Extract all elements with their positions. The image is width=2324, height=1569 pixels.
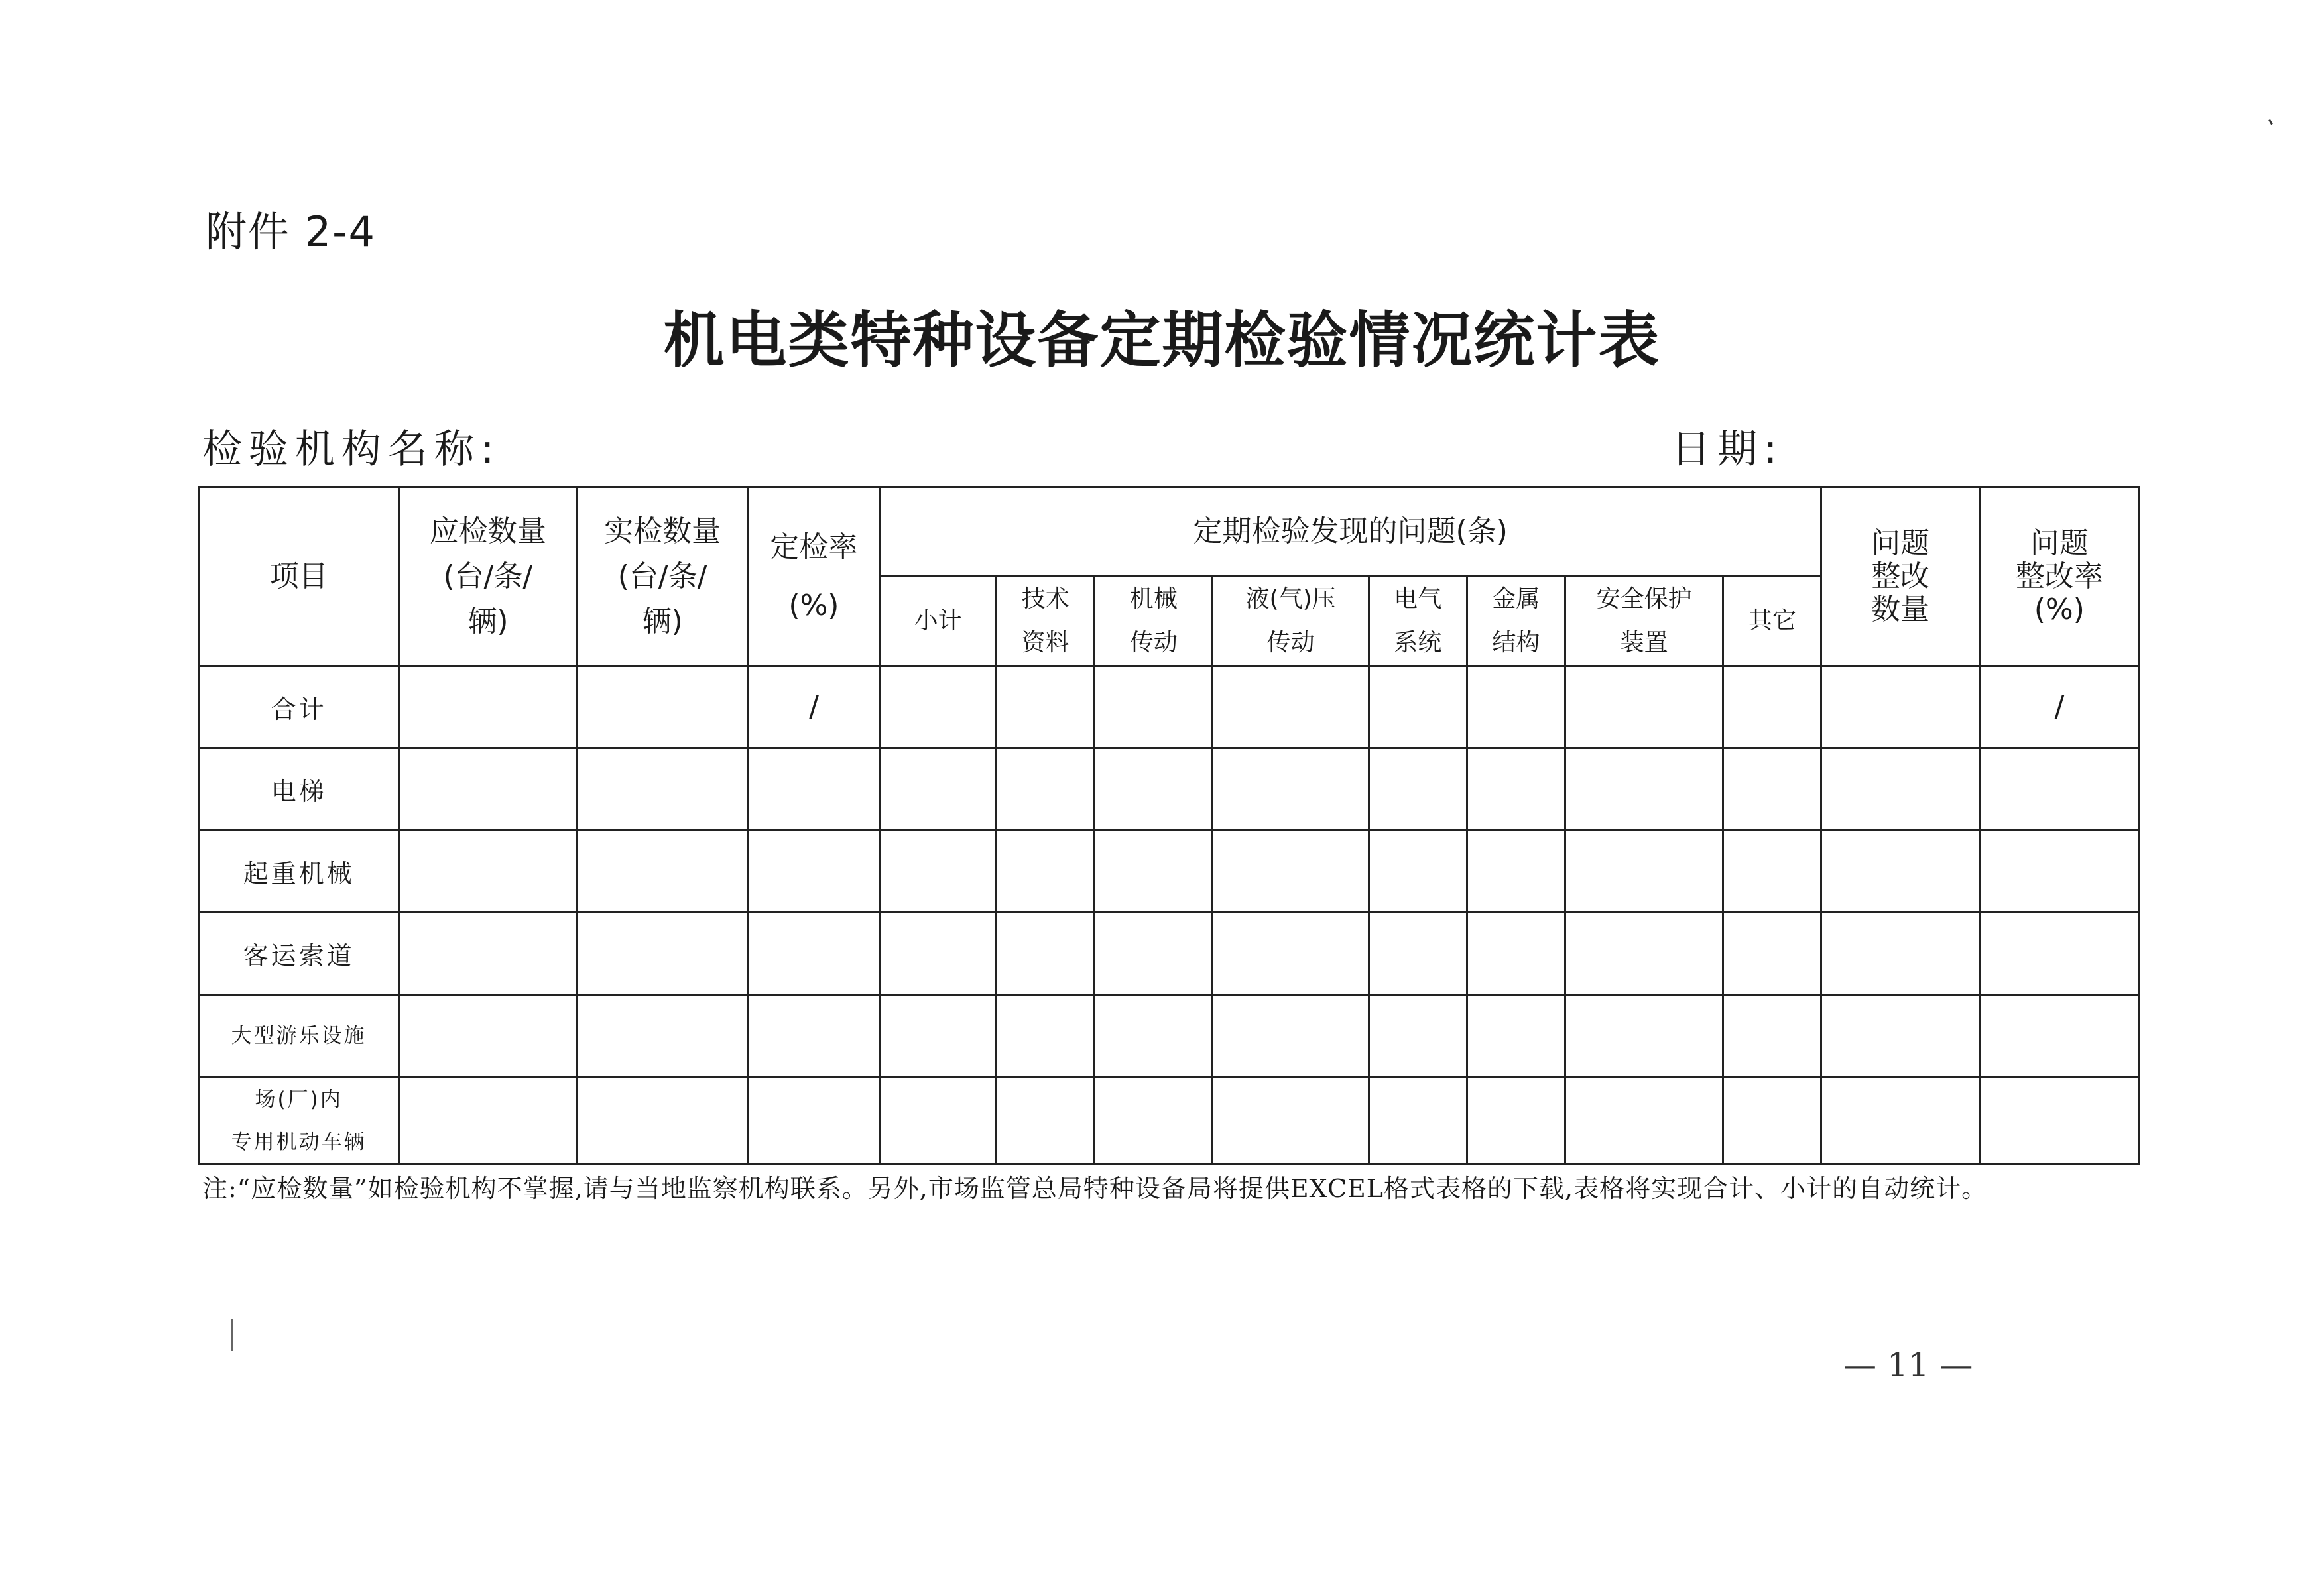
cell-due-count[interactable] <box>399 995 577 1077</box>
cell-rectified-rate[interactable] <box>1979 831 2139 913</box>
cell-problem-electrical[interactable] <box>1369 1077 1467 1165</box>
header-problem-tech-docs: 技术 资料 <box>997 577 1095 666</box>
cell-actual-count[interactable] <box>577 1077 748 1165</box>
cell-problem-tech-docs[interactable] <box>997 666 1095 748</box>
scan-margin-line <box>231 1319 233 1351</box>
cell-problem-mechanical[interactable] <box>1095 1077 1213 1165</box>
org-name-label: 检验机构名称: <box>202 426 501 473</box>
cell-rectified-rate[interactable] <box>1979 913 2139 995</box>
cell-problem-tech-docs[interactable] <box>997 748 1095 831</box>
table-row <box>199 666 2140 748</box>
cell-problem-hydraulic[interactable] <box>1213 666 1369 748</box>
header-problem-mechanical: 机械 传动 <box>1095 577 1213 666</box>
cell-problem-metal-structure[interactable] <box>1467 913 1565 995</box>
row-label: 起重机械 <box>199 831 399 913</box>
header-problem-subtotal: 小计 <box>880 577 997 666</box>
row-label: 大型游乐设施 <box>199 995 399 1077</box>
row-label: 客运索道 <box>199 913 399 995</box>
cell-problem-tech-docs[interactable] <box>997 995 1095 1077</box>
date-label: 日期: <box>1671 426 1784 473</box>
header-due-count: 应检数量 (台/条/ 辆) <box>399 487 577 666</box>
cell-problem-metal-structure[interactable] <box>1467 995 1565 1077</box>
cell-problem-hydraulic[interactable] <box>1213 1077 1369 1165</box>
cell-actual-count[interactable] <box>577 831 748 913</box>
cell-rate: / <box>748 666 879 748</box>
inspection-stats-table <box>198 486 2140 1165</box>
cell-problem-safety-device[interactable] <box>1565 748 1723 831</box>
table-row <box>199 913 2140 995</box>
cell-problem-safety-device[interactable] <box>1565 995 1723 1077</box>
cell-problem-hydraulic[interactable] <box>1213 913 1369 995</box>
cell-due-count[interactable] <box>399 666 577 748</box>
header-rectified-rate: 问题 整改率 (%) <box>1979 487 2139 666</box>
cell-due-count[interactable] <box>399 831 577 913</box>
cell-problem-mechanical[interactable] <box>1095 913 1213 995</box>
cell-problem-safety-device[interactable] <box>1565 666 1723 748</box>
row-label: 电梯 <box>199 748 399 831</box>
cell-rate[interactable] <box>748 995 879 1077</box>
cell-problem-electrical[interactable] <box>1369 913 1467 995</box>
row-label: 场(厂)内 专用机动车辆 <box>199 1077 399 1165</box>
cell-rectified-rate[interactable] <box>1979 1077 2139 1165</box>
cell-rectified-count[interactable] <box>1821 995 1979 1077</box>
footnote: 注:“应检数量”如检验机构不掌握,请与当地监察机构联系。另外,市场监管总局特种设备局将提供EXCEL格式表格的下载,表格将实现合计、小计的自动统计。 <box>202 1174 1988 1203</box>
cell-due-count[interactable] <box>399 748 577 831</box>
cell-rectified-rate: / <box>1979 666 2139 748</box>
table-row <box>199 831 2140 913</box>
cell-problem-safety-device[interactable] <box>1565 913 1723 995</box>
attachment-label: 附件 2-4 <box>206 207 376 256</box>
header-rate: 定检率 (%) <box>748 487 879 666</box>
table-row <box>199 748 2140 831</box>
cell-problem-subtotal[interactable] <box>880 995 997 1077</box>
cell-rectified-count[interactable] <box>1821 748 1979 831</box>
cell-rectified-rate[interactable] <box>1979 995 2139 1077</box>
cell-problem-other[interactable] <box>1723 831 1821 913</box>
cell-rate[interactable] <box>748 913 879 995</box>
cell-rectified-count[interactable] <box>1821 831 1979 913</box>
cell-rate[interactable] <box>748 831 879 913</box>
cell-problem-tech-docs[interactable] <box>997 913 1095 995</box>
page-number: — 11 — <box>1843 1346 1973 1384</box>
cell-problem-subtotal[interactable] <box>880 1077 997 1165</box>
header-rectified-count: 问题 整改 数量 <box>1821 487 1979 666</box>
cell-problem-hydraulic[interactable] <box>1213 995 1369 1077</box>
cell-problem-subtotal[interactable] <box>880 666 997 748</box>
cell-problem-mechanical[interactable] <box>1095 748 1213 831</box>
cell-problem-hydraulic[interactable] <box>1213 748 1369 831</box>
cell-problem-mechanical[interactable] <box>1095 666 1213 748</box>
cell-problem-electrical[interactable] <box>1369 666 1467 748</box>
cell-problem-other[interactable] <box>1723 1077 1821 1165</box>
cell-problem-subtotal[interactable] <box>880 831 997 913</box>
cell-rate[interactable] <box>748 1077 879 1165</box>
cell-rate[interactable] <box>748 748 879 831</box>
cell-problem-metal-structure[interactable] <box>1467 666 1565 748</box>
cell-actual-count[interactable] <box>577 748 748 831</box>
cell-problem-metal-structure[interactable] <box>1467 831 1565 913</box>
header-actual-count: 实检数量 (台/条/ 辆) <box>577 487 748 666</box>
row-label: 合计 <box>199 666 399 748</box>
scan-mark <box>2268 119 2273 125</box>
cell-rectified-rate[interactable] <box>1979 748 2139 831</box>
page-title: 机电类特种设备定期检验情况统计表 <box>663 304 1661 376</box>
header-problem-hydraulic: 液(气)压 传动 <box>1213 577 1369 666</box>
cell-rectified-count[interactable] <box>1821 913 1979 995</box>
cell-problem-mechanical[interactable] <box>1095 995 1213 1077</box>
cell-rectified-count[interactable] <box>1821 666 1979 748</box>
cell-problem-safety-device[interactable] <box>1565 831 1723 913</box>
header-row-top <box>199 487 2140 577</box>
cell-actual-count[interactable] <box>577 666 748 748</box>
cell-due-count[interactable] <box>399 913 577 995</box>
cell-problem-tech-docs[interactable] <box>997 831 1095 913</box>
cell-problem-electrical[interactable] <box>1369 748 1467 831</box>
cell-problem-other[interactable] <box>1723 666 1821 748</box>
table-row <box>199 995 2140 1077</box>
cell-actual-count[interactable] <box>577 995 748 1077</box>
cell-problem-other[interactable] <box>1723 748 1821 831</box>
cell-problem-subtotal[interactable] <box>880 913 997 995</box>
header-problem-metal-structure: 金属 结构 <box>1467 577 1565 666</box>
header-item: 项目 <box>199 487 399 666</box>
cell-due-count[interactable] <box>399 1077 577 1165</box>
table-row <box>199 1077 2140 1165</box>
cell-problem-safety-device[interactable] <box>1565 1077 1723 1165</box>
cell-problem-metal-structure[interactable] <box>1467 748 1565 831</box>
header-problem-electrical: 电气 系统 <box>1369 577 1467 666</box>
header-problem-other: 其它 <box>1723 577 1821 666</box>
cell-rectified-count[interactable] <box>1821 1077 1979 1165</box>
header-problem-safety-device: 安全保护 装置 <box>1565 577 1723 666</box>
cell-problem-metal-structure[interactable] <box>1467 1077 1565 1165</box>
cell-problem-mechanical[interactable] <box>1095 831 1213 913</box>
cell-problem-tech-docs[interactable] <box>997 1077 1095 1165</box>
cell-problem-electrical[interactable] <box>1369 995 1467 1077</box>
cell-actual-count[interactable] <box>577 913 748 995</box>
cell-problem-other[interactable] <box>1723 995 1821 1077</box>
cell-problem-other[interactable] <box>1723 913 1821 995</box>
cell-problem-hydraulic[interactable] <box>1213 831 1369 913</box>
cell-problem-electrical[interactable] <box>1369 831 1467 913</box>
header-problems-group: 定期检验发现的问题(条) <box>880 487 1821 577</box>
cell-problem-subtotal[interactable] <box>880 748 997 831</box>
